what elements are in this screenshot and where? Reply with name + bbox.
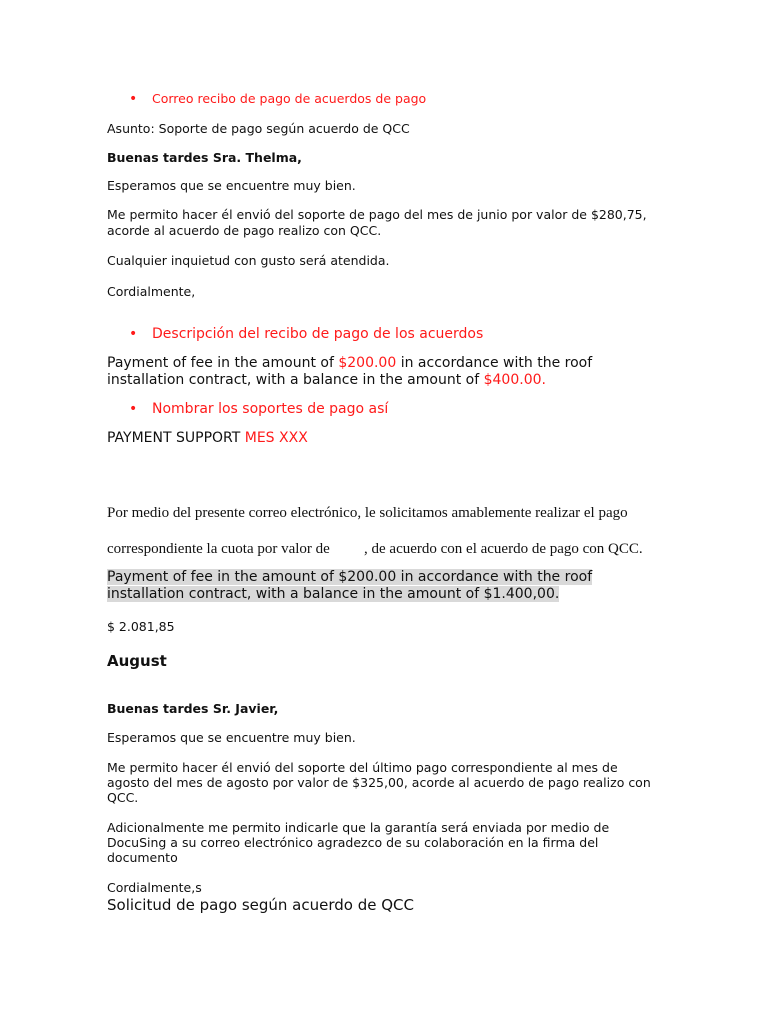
- paragraph: correspondiente la cuota por valor de: [107, 541, 330, 557]
- paragraph: Me permito hacer él envió del soporte de pago del mes de junio por valor de $280,75,: [107, 207, 647, 222]
- subject-line: Solicitud de pago según acuerdo de QCC: [107, 896, 414, 914]
- paragraph: Esperamos que se encuentre muy bien.: [107, 730, 356, 745]
- bullet-icon: •: [129, 401, 138, 417]
- greeting: Buenas tardes Sr. Javier,: [107, 701, 279, 716]
- paragraph: DocuSing a su correo electrónico agradezco de su colaboración en la firma del: [107, 835, 599, 850]
- subject-line: Asunto: Soporte de pago según acuerdo de QCC: [107, 121, 410, 136]
- paragraph: , de acuerdo con el acuerdo de pago con QCC.: [364, 541, 643, 557]
- highlighted-paragraph: Payment of fee in the amount of $200.00 in accordance with the roof: [107, 569, 593, 585]
- closing: Cordialmente,s: [107, 880, 202, 895]
- paragraph: Esperamos que se encuentre muy bien.: [107, 178, 356, 193]
- section-bullet: Descripción del recibo de pago de los acuerdos: [152, 326, 484, 342]
- bullet-icon: •: [129, 326, 138, 342]
- file-name-format: PAYMENT SUPPORT MES XXX: [107, 430, 308, 446]
- paragraph: acorde al acuerdo de pago realizo con QCC.: [107, 223, 382, 238]
- section-bullet: Nombrar los soportes de pago así: [152, 401, 389, 417]
- bullet-icon: •: [129, 91, 138, 107]
- highlighted-paragraph: installation contract, with a balance in the amount of $1.400,00.: [107, 586, 560, 602]
- greeting: Buenas tardes Sra. Thelma,: [107, 150, 302, 165]
- paragraph: Me permito hacer él envió del soporte del último pago correspondiente al mes de: [107, 760, 618, 775]
- paragraph: Adicionalmente me permito indicarle que la garantía será enviada por medio de: [107, 820, 610, 835]
- section-bullet: Correo recibo de pago de acuerdos de pago: [152, 91, 427, 106]
- paragraph: Por medio del presente correo electrónico, le solicitamos amablemente realizar el pago: [107, 505, 628, 521]
- paragraph: Cualquier inquietud con gusto será atendida.: [107, 253, 390, 268]
- paragraph: QCC.: [107, 790, 139, 805]
- paragraph: Payment of fee in the amount of $200.00 in accordance with the roof: [107, 355, 593, 371]
- paragraph: documento: [107, 850, 178, 865]
- month-heading: August: [107, 652, 167, 670]
- paragraph: installation contract, with a balance in the amount of $400.00.: [107, 372, 546, 388]
- closing: Cordialmente,: [107, 284, 196, 299]
- amount: $ 2.081,85: [107, 619, 175, 634]
- paragraph: agosto del mes de agosto por valor de $325,00, acorde al acuerdo de pago realizo con: [107, 775, 651, 790]
